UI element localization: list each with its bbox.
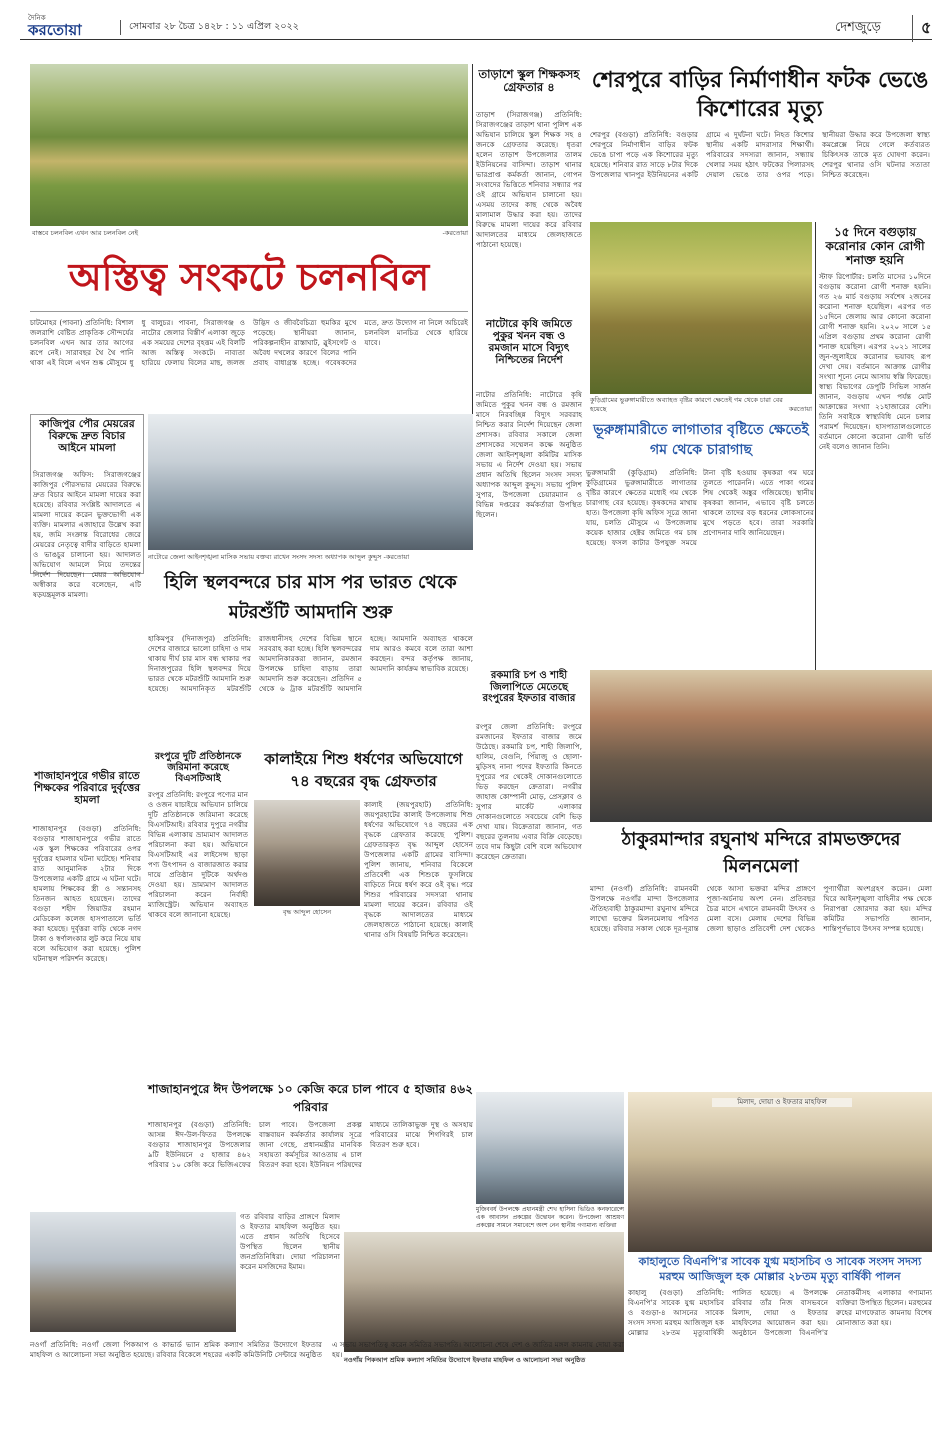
- chalanbil-headline: অস্তিত্ব সংকটে চলনবিল: [30, 242, 468, 312]
- rangpur-bsti-body: রংপুর প্রতিনিধি: রংপুরে পণ্যের মান ও ওজন যাচাইয়ে অভিযান চালিয়ে দুটি প্রতিষ্ঠানকে জরিমানা করেছে বিএসটিআই। রবিবার দুপুরে নগরীর বিভিন্ন এলাকায় ভ্রাম্যমাণ আদালত পরিচালনা করা হয়। অভিযানে বিএসটিআই এর লাইসেন্স ছাড়া পণ্য উৎপাদন ও বাজারজাত করার দায়ে প্রতিষ্ঠান দুটিকে অর্থদণ্ড দেওয়া হয়। ভ্রাম্যমাণ আদালত পরিচালনা করেন নির্বাহী ম্যাজিস্ট্রেট। অভিযান অব্যাহত থাকবে বলে জানানো হয়েছে।: [148, 790, 251, 919]
- sherpur-body: শেরপুর (বগুড়া) প্রতিনিধি: বগুড়ার শেরপুরে নির্মাণাধীন বাড়ির ফটক ভেঙে চাপা পড়ে এক কিশোরের মৃত্যু হয়েছে। শনিবার রাত সাড়ে ৮টার দিকে উপজেলার খানপুর ইউনিয়নের একটি গ্রামে এ দুর্ঘটনা ঘটে। নিহত কিশোর স্থানীয় একটি মাদরাসার শিক্ষার্থী। পরিবারের সদস্যরা জানান, সন্ধ্যায় খেলার সময় হঠাৎ ফটকের পিলারসহ দেয়াল ভেঙে তার ওপর পড়ে। স্থানীয়রা উদ্ধার করে উপজেলা স্বাস্থ্য কমপ্লেক্সে নিয়ে গেলে কর্তব্যরত চিকিৎসক তাকে মৃত ঘোষণা করেন। শেরপুর থানার ওসি ঘটনার সত্যতা নিশ্চিত করেছেন।: [590, 130, 933, 179]
- kalai-headline: কালাইয়ে শিশু ধর্ষণের অভিযোগে ৭৪ বছরের বৃদ্ধ গ্রেফতার: [264, 750, 463, 790]
- divider-tarash: [472, 64, 473, 414]
- kahalu-banner: মিলাদ, দোয়া ও ইফতার মাহফিল: [712, 1098, 852, 1107]
- kurigram-photo-caption: কুড়িগ্রামের ভুরুঙ্গামারীতে অব্যাহত বৃষ্টির কারণে ক্ষেতেই গম থেকে চারা বের হয়েছে: [590, 396, 783, 413]
- chalanbil-photo-caption: বাস্তবে চলনবিল এখন আর চলনবিল নেই: [32, 229, 138, 237]
- shajahanpur-attack-body: শাজাহানপুর (বগুড়া) প্রতিনিধি: বগুড়ার শাজাহানপুরে গভীর রাতে এক স্কুল শিক্ষকের পরিবারের ওপর দুর্বৃত্তের হামলার ঘটনা ঘটেছে। শনিবার রাত আনুমানিক ২টার দিকে উপজেলার একটি গ্রামে এ ঘটনা ঘটে। হামলায় শিক্ষকের স্ত্রী ও সন্তানসহ তিনজন আহত হয়েছেন। তাদের বগুড়া শহীদ জিয়াউর রহমান মেডিকেল কলেজ হাসপাতালে ভর্তি করা হয়েছে। দুর্বৃত্তরা বাড়ি থেকে নগদ টাকা ও স্বর্ণালংকার লুট করে নিয়ে যায় বলে অভিযোগ করা হয়েছে। পুলিশ ঘটনাস্থল পরিদর্শন করেছে।: [33, 824, 144, 963]
- corona-headline: ১৫ দিনে বগুড়ায় করোনার কোন রোগী শনাক্ত হয়নি: [825, 225, 925, 267]
- kalai-body: কালাই (জয়পুরহাট) প্রতিনিধি: জয়পুরহাটের কালাই উপজেলায় শিশু ধর্ষণের অভিযোগে ৭৪ বছরের এক বৃদ্ধকে গ্রেফতার করেছে পুলিশ। গ্রেফতারকৃত বৃদ্ধ আব্দুল হোসেন উপজেলার একটি গ্রামের বাসিন্দা। পুলিশ জানায়, শনিবার বিকেলে প্রতিবেশী এক শিশুকে ফুসলিয়ে বাড়িতে নিয়ে ধর্ষণ করে ওই বৃদ্ধ। পরে শিশুর পরিবারের সদস্যরা থানায় মামলা দায়ের করেন। রবিবার ওই বৃদ্ধকে আদালতের মাধ্যমে জেলহাজতে পাঠানো হয়েছে। কালাই থানার ওসি বিষয়টি নিশ্চিত করেছেন।: [364, 800, 476, 939]
- mujib-caption: মুজিববর্ষ উপলক্ষে প্রধানমন্ত্রী শেখ হাসিনা ভিডিও কনফারেন্সে এক আবাসন প্রকল্পের উদ্বোধন করেন। উপজেলা আশ্রয়ণ প্রকল্পের সামনে সমাবেশে অংশ নেন স্থানীয় গণ্যমান্য ব্যক্তিরা: [476, 1206, 626, 1229]
- kalai-photo: [254, 800, 360, 906]
- chalanbil-body: চাটমোহর (পাবনা) প্রতিনিধি: বিশাল জলরাশি বেষ্টিত প্রাকৃতিক সৌন্দর্যের চলনবিল এখন আর তার আগের রূপে নেই। সারাবছর থৈ থৈ পানি থাকা এই বিলে এখন শুষ্ক মৌসুমে ধু ধু বালুচর। পাবনা, সিরাজগঞ্জ ও নাটোর জেলার বিস্তীর্ণ এলাকা জুড়ে এক সময়ের দেশের বৃহত্তম এই বিলটি আজ অস্তিত্ব সংকটে। নাব্যতা হারিয়ে ফেলায় বিলের মাছ, জলজ উদ্ভিদ ও জীববৈচিত্র্য হুমকির মুখে পড়েছে। স্থানীয়রা জানান, পরিকল্পনাহীন রাস্তাঘাট, স্লুইসগেট ও অবৈধ দখলের কারণে বিলের পানি প্রবাহ বাধাগ্রস্ত হচ্ছে। গবেষকদের মতে, দ্রুত উদ্যোগ না নিলে অচিরেই চলনবিল মানচিত্র থেকে হারিয়ে যাবে।: [30, 318, 471, 367]
- rangpur-iftar-headline: রকমারি চপ ও শাহী জিলাপিতে মেতেছে রংপুরের ইফতার বাজার: [482, 670, 576, 704]
- hili-body: হাকিমপুর (দিনাজপুর) প্রতিনিধি: দেশের বাজারে ভালো চাহিদা ও দাম থাকায় দীর্ঘ চার মাস বন্ধ থাকার পর দিনাজপুরের হিলি স্থলবন্দর দিয়ে ভারত থেকে মটরশুঁটি আমদানি শুরু হয়েছে। আমদানিকৃত মটরশুঁটি রাজধানীসহ দেশের বিভিন্ন স্থানে সরবরাহ করা হচ্ছে। হিলি স্থলবন্দরের আমদানিকারকরা জানান, রমজান উপলক্ষে চাহিদা বাড়ায় তারা আমদানি শুরু করেছেন। প্রতিদিন ৫ থেকে ৬ ট্রাক মটরশুঁটি আমদানি হচ্ছে। আমদানি অব্যাহত থাকলে দাম আরও কমবে বলে তারা আশা করছেন। বন্দর কর্তৃপক্ষ জানায়, আমদানি কার্যক্রম স্বাভাবিক রয়েছে।: [148, 634, 476, 693]
- natore-meeting-caption: নাটোরে জেলা আইনশৃঙ্খলা মাসিক সভায় বক্তব্য রাখেন সংসদ সদস্য অধ্যাপক আব্দুল কুদ্দুস -করতোয়া: [148, 553, 410, 561]
- thakurmanda-body: মান্দা (নওগাঁ) প্রতিনিধি: রামনবমী উপলক্ষে নওগাঁর মান্দা উপজেলার ঐতিহ্যবাহী ঠাকুরমান্দা রঘুনাথ মন্দিরে লাখো ভক্তের মিলনমেলায় পরিণত হয়েছে। রবিবার সকাল থেকে দূর-দূরান্ত থেকে আসা ভক্তরা মন্দির প্রাঙ্গণে পূজা-অর্চনায় অংশ নেন। প্রতিবছর চৈত্র মাসে এখানে রামনবমী উৎসব ও মেলা বসে। মেলায় দেশের বিভিন্ন জেলা ছাড়াও প্রতিবেশী দেশ থেকেও পুণ্যার্থীরা অংশগ্রহণ করেন। মেলা ঘিরে আইনশৃঙ্খলা বাহিনীর পক্ষ থেকে নিরাপত্তা জোরদার করা হয়। মন্দির কমিটির সভাপতি জানান, শান্তিপূর্ণভাবে উৎসব সম্পন্ন হয়েছে।: [590, 884, 935, 933]
- newspaper-logo: করতোয়া: [28, 21, 82, 39]
- shajahanpur-attack-headline: শাজাহানপুরে গভীর রাতে শিক্ষকের পরিবারে দুর্বৃত্তের হামলা: [33, 770, 141, 807]
- tarash-headline: তাড়াশে স্কুল শিক্ষকসহ গ্রেফতার ৪: [478, 67, 580, 95]
- naogaon-body: নওগাঁ প্রতিনিধি: নওগাঁ জেলা পিকআপ ও কাভার্ড ভ্যান শ্রমিক কল্যাণ সমিতির উদ্যোগে ইফতার মাহফিল ও আলোচনা সভা অনুষ্ঠিত হয়েছে। রবিবার বিকেলে শহরের একটি কমিউনিটি সেন্টারে অনুষ্ঠিত এ সভায় সভাপতিত্ব করেন সমিতির সভাপতি। আলোচনা শেষে দেশ ও জাতির মঙ্গল কামনায় দোয়া করা হয়।: [30, 1340, 627, 1359]
- kurigram-body: ভুরুঙ্গামারী (কুড়িগ্রাম) প্রতিনিধি: কুড়িগ্রামের ভুরুঙ্গামারীতে লাগাতার বৃষ্টির কারণে ক্ষেতের মধ্যেই গম থেকে চারাগাছ বের হয়েছে। কৃষকদের মাথায় হাত। উপজেলা কৃষি অফিস সূত্রে জানা যায়, চলতি মৌসুমে এ উপজেলায় কয়েক হাজার হেক্টর জমিতে গম চাষ হয়েছে। ফসল কাটার উপযুক্ত সময়ে টানা বৃষ্টি হওয়ায় কৃষকরা গম ঘরে তুলতে পারেননি। এতে পাকা গমের শিষ থেকেই অঙ্কুর গজিয়েছে। স্থানীয় কৃষকরা জানান, এভাবে বৃষ্টি চলতে থাকলে তাদের বড় ধরনের লোকসানের মুখে পড়তে হবে। তারা সরকারি প্রণোদনার দাবি জানিয়েছেন।: [586, 468, 814, 547]
- bottom-left-body: গত রবিবার বাড়ির প্রাঙ্গণে মিলাদ ও ইফতার মাহফিল অনুষ্ঠিত হয়। এতে প্রধান অতিথি হিসেবে উপস্থিত ছিলেন স্থানীয় জনপ্রতিনিধিরা। দোয়া পরিচালনা করেন মসজিদের ইমাম।: [240, 1212, 343, 1271]
- mujib-photo: [476, 1092, 624, 1204]
- logo-prefix: দৈনিক: [28, 14, 46, 22]
- chalanbil-photo-credit: -করতোয়া: [442, 229, 468, 237]
- shajahanpur-rice-headline: শাজাহানপুরে ঈদ উপলক্ষে ১০ কেজি করে চাল পাবে ৫ হাজার ৪৬২ পরিবার: [148, 1082, 473, 1114]
- sherpur-headline: শেরপুরে বাড়ির নির্মাণাধীন ফটক ভেঙে কিশোরের মৃত্যু: [591, 68, 929, 122]
- kurigram-headline: ভূরুঙ্গামারীতে লাগাতার বৃষ্টিতে ক্ষেতেই গম থেকে চারাগাছ: [593, 422, 809, 458]
- kurigram-photo: [590, 222, 812, 394]
- natore-body: নাটোর প্রতিনিধি: নাটোরে কৃষি জমিতে পুকুর খনন বন্ধ ও রমজান মাসে নিরবচ্ছিন্ন বিদ্যুৎ সরবরাহ নিশ্চিত করার নির্দেশ দিয়েছেন জেলা প্রশাসক। রবিবার সকালে জেলা প্রশাসকের সম্মেলন কক্ষে অনুষ্ঠিত জেলা আইনশৃঙ্খলা কমিটির মাসিক সভায় এ নির্দেশ দেওয়া হয়। সভায় প্রধান অতিথি ছিলেন সংসদ সদস্য অধ্যাপক আব্দুল কুদ্দুস। সভায় পুলিশ সুপার, উপজেলা চেয়ারম্যান ও বিভিন্ন দপ্তরের কর্মকর্তারা উপস্থিত ছিলেন।: [476, 390, 585, 519]
- tarash-body: তাড়াশ (সিরাজগঞ্জ) প্রতিনিধি: সিরাজগঞ্জের তাড়াশ থানা পুলিশ এক অভিযান চালিয়ে স্কুল শিক্ষক সহ ৪ জনকে গ্রেফতার করেছে। ধৃতরা হলেন তাড়াশ উপজেলার তালম ইউনিয়নের বাসিন্দা। তাড়াশ থানার ভারপ্রাপ্ত কর্মকর্তা জানান, গোপন সংবাদের ভিত্তিতে শনিবার সন্ধ্যার পর ওই গ্রামে অভিযান চালানো হয়। এসময় তাদের কাছ থেকে অবৈধ মালামাল উদ্ধার করা হয়। তাদের বিরুদ্ধে মামলা দায়ের করে রবিবার আদালতের মাধ্যমে জেলহাজতে পাঠানো হয়েছে।: [476, 110, 585, 249]
- naogaon-photo: [344, 1232, 624, 1352]
- masthead-date: সোমবার ২৮ চৈত্র ১৪২৮ : ১১ এপ্রিল ২০২২: [120, 20, 299, 35]
- rangpur-iftar-body: রংপুর জেলা প্রতিনিধি: রংপুরে রমজানের ইফতার বাজার জমে উঠেছে। রকমারি চপ, শাহী জিলাপি, হালিম, বেগুনি, পিঁয়াজু ও ছোলা-মুড়িসহ নানা পদের ইফতারি কিনতে দুপুরের পর থেকেই দোকানগুলোতে ভিড় করছেন ক্রেতারা। নগরীর জাহাজ কোম্পানী মোড়, প্রেসক্লাব ও সুপার মার্কেট এলাকার দোকানগুলোতে সবচেয়ে বেশি ভিড় দেখা যায়। বিক্রেতারা জানান, গত বছরের তুলনায় এবার বিক্রি বেড়েছে। তবে দাম কিছুটা বেশি বলে অভিযোগ করেছেন ক্রেতারা।: [476, 722, 585, 861]
- thakurmanda-photo: [590, 670, 932, 822]
- shajahanpur-rice-body: শাজাহানপুর (বগুড়া) প্রতিনিধি: আসন্ন ঈদ-উল-ফিতর উপলক্ষে বগুড়ার শাজাহানপুর উপজেলার ৯টি ইউনিয়নে ৫ হাজার ৪৬২ পরিবার ১০ কেজি করে ভিজিএফের চাল পাবে। উপজেলা প্রকল্প বাস্তবায়ন কর্মকর্তার কার্যালয় সূত্রে জানা গেছে, প্রধানমন্ত্রীর মানবিক সহায়তা কর্মসূচির আওতায় এ চাল বিতরণ করা হবে। ইউনিয়ন পরিষদের মাধ্যমে তালিকাভুক্ত দুস্থ ও অসহায় পরিবারের মাঝে শিগগিরই চাল বিতরণ শুরু হবে।: [148, 1120, 476, 1169]
- kurigram-photo-credit: করতোয়া: [788, 405, 812, 413]
- page-number: ৫: [912, 15, 931, 42]
- corona-body: স্টাফ রিপোর্টার: চলতি মাসের ১০দিনে বগুড়ায় করোনা রোগী শনাক্ত হয়নি। গত ২৬ মার্চ বগুড়ায় সর্বশেষ ২জনের করোনা শনাক্ত হয়েছিল। এরপর গত ১৫দিনে জেলায় আর কোনো করোনা রোগী শনাক্ত হয়নি। ২০২০ সালে ১৫ এপ্রিল বগুড়ায় প্রথম করোনা রোগী শনাক্ত হয়েছিল। এরপর ২০২১ সালের জুন-জুলাইয়ে করোনার ভয়াবহ রূপ দেখা দেয়। বর্তমানে আক্রান্ত রোগীর সংখ্যা শূন্যে নেমে আসায় স্বস্তি ফিরেছে। স্বাস্থ্য বিভাগের ডেপুটি সিভিল সার্জন জানান, বগুড়ায় এখন পর্যন্ত মোট আক্রান্তের সংখ্যা ২১হাজারের বেশি। তিনি সবাইকে স্বাস্থ্যবিধি মেনে চলার পরামর্শ দিয়েছেন। হাসপাতালগুলোতে বর্তমানে কোনো করোনা রোগী ভর্তি নেই বলেও জানান তিনি।: [819, 272, 934, 451]
- hili-headline: হিলি স্থলবন্দরে চার মাস পর ভারত থেকে মটরশুঁটি আমদানি শুরু: [164, 572, 457, 623]
- natore-meeting-photo: [148, 414, 473, 550]
- kalai-photo-caption: বৃদ্ধ আব্দুল হোসেন: [282, 908, 332, 916]
- rangpur-bsti-headline: রংপুরে দুটি প্রতিষ্ঠানকে জরিমানা করেছে বিএসটিআই: [154, 751, 242, 784]
- kahalu-body: কাহালু (বগুড়া) প্রতিনিধি: বিএনপি'র সাবেক যুগ্ম মহাসচিব ও বগুড়া-৪ আসনের সাবেক সংসদ সদস্য মরহুম আজিজুল হক মোল্লার ২৮তম মৃত্যুবার্ষিকী পালিত হয়েছে। এ উপলক্ষে রবিবার তাঁর নিজ বাসভবনে মিলাদ, দোয়া ও ইফতার মাহফিলের আয়োজন করা হয়। অনুষ্ঠানে উপজেলা বিএনপি'র নেতাকর্মীসহ এলাকার গণ্যমান্য ব্যক্তিরা উপস্থিত ছিলেন। মরহুমের রুহের মাগফেরাত কামনায় বিশেষ মোনাজাত করা হয়।: [628, 1288, 935, 1337]
- kahalu-headline: কাহালুতে বিএনপি'র সাবেক যুগ্ম মহাসচিব ও সাবেক সংসদ সদস্য মরহুম আজিজুল হক মোল্লার ২৮তম মৃত্যু বার্ষিকী পালন: [638, 1255, 922, 1283]
- kazipur-headline: কাজিপুর পৌর মেয়রের বিরুদ্ধে দ্রুত বিচার আইনে মামলা: [39, 418, 135, 455]
- naogaon-caption: নওগাঁয় পিকআপ শ্রমিক কল্যাণ সমিতির উদ্যোগে ইফতার মাহফিল ও আলোচনা সভা অনুষ্ঠিত: [344, 1356, 586, 1364]
- section-title: দেশজুড়ে: [835, 20, 881, 35]
- kazipur-body: সিরাজগঞ্জ অফিস: সিরাজগঞ্জের কাজিপুর পৌরসভার মেয়রের বিরুদ্ধে দ্রুত বিচার আইনে মামলা দায়ের করা হয়েছে। রবিবার সংশ্লিষ্ট আদালতে এ মামলা দায়ের করেন ভুক্তভোগী এক ব্যক্তি। মামলার এজাহারে উল্লেখ করা হয়, জমি সংক্রান্ত বিরোধের জেরে মেয়রের নেতৃত্বে বাদীর বাড়িতে হামলা ও ভাঙচুর চালানো হয়। আদালত অভিযোগ আমলে নিয়ে তদন্তের নির্দেশ দিয়েছেন। মেয়র অভিযোগ অস্বীকার করে বলেছেন, এটি ষড়যন্ত্রমূলক মামলা।: [33, 470, 144, 599]
- chalanbil-photo: [30, 64, 468, 226]
- bottom-left-photo: [30, 1212, 236, 1332]
- masthead: [20, 12, 932, 40]
- thakurmanda-headline: ঠাকুরমান্দার রঘুনাথ মন্দিরে রামভক্তদের মিলনমেলা: [621, 829, 901, 877]
- kahalu-photo: [628, 1092, 932, 1252]
- natore-headline: নাটোরে কৃষি জমিতে পুকুর খনন বন্ধ ও রমজান মাসে বিদ্যুৎ নিশ্চিতের নির্দেশ: [485, 318, 573, 367]
